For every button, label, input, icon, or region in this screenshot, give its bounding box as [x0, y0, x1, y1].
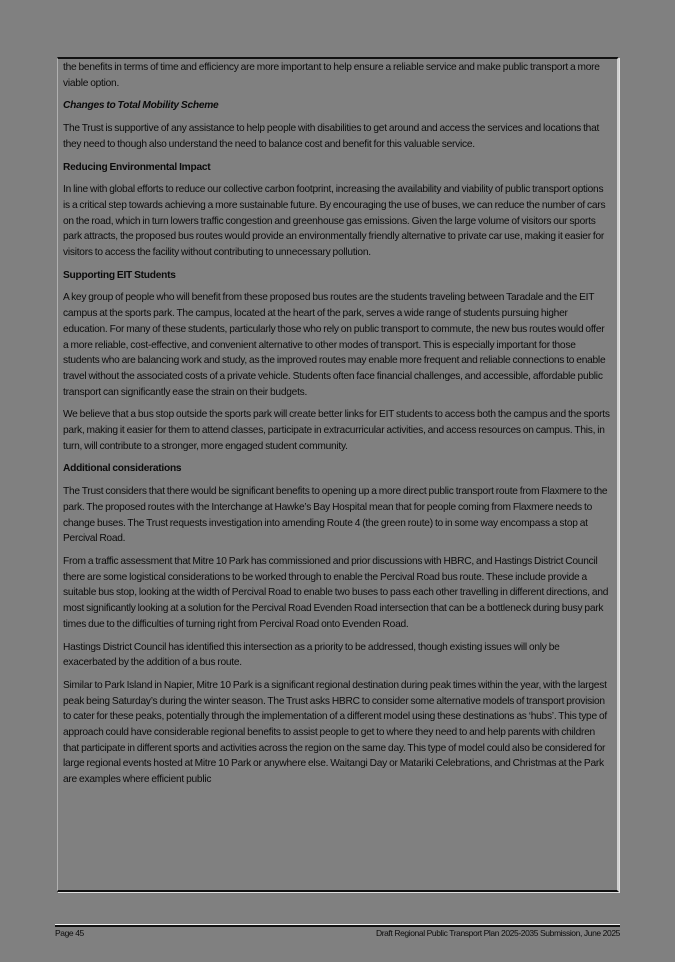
paragraph-total-mobility: The Trust is supportive of any assistance to help people with disabilities to get around and access the services and locations that they need to though also understand the need to balance cost and benefit for this valuable service.: [63, 123, 600, 150]
page-number: Page 45: [55, 928, 84, 938]
document-title: Draft Regional Public Transport Plan 2025-2035 Submission, June 2025: [375, 928, 620, 938]
paragraph-eit-students-1: A key group of people who will benefit from these proposed bus routes are the students traveling between Taradale and the EIT campus at the sports park. The campus, located at the heart of the park, serves a wide range of students pursuing higher education. For many of these students, particularly those who rely on public transport to commute, the new bus routes would offer a more reliable, cost-effective, and convenient alternative to other modes of transport. This is especially important for those students who are balancing work and study, as the improved routes may enable more frequent and reliable connections to enable travel without the associated costs of a private vehicle. Students often face financial challenges, and accessible, affordable public transport can significantly ease the strain on their budgets.: [63, 292, 606, 398]
paragraph-regional-hubs: Similar to Park Island in Napier, Mitre 10 Park is a significant regional destination during peak times within the year, with the largest peak being Saturday’s during the winter season. The Trust asks HBRC to consider some alternative models of transport provision to cater for these peaks, potentially through the implementation of a different model using these destinations as ‘hubs’. This type of approach could have considerable regional benefits to assist people to get to where they need to and help parents with children that participate in different sports and activities across the region on the same day. This type of model could also be considered for large regional events hosted at Mitre 10 Park or anywhere else. Waitangi Day or Matariki Celebrations, and Christmas at the Park are examples where efficient public: [63, 679, 607, 786]
paragraph-flaxmere-route: The Trust considers that there would be significant benefits to opening up a more direct public transport route from Flaxmere to the park. The proposed routes with the Interchange at Hawke’s Bay Hospital mean that for people coming from Flaxmere needs to change buses. The Trust requests investigation into amending Route 4 (the green route) to in some way encompass a stop at Percival Road.: [63, 486, 608, 545]
heading-additional-considerations: Additional considerations: [63, 463, 182, 475]
paragraph-hdc-intersection: Hastings District Council has identified this intersection as a priority to be addressed, though existing issues will only be exacerbated by the addition of a bus route.: [63, 641, 560, 669]
heading-eit-students: Supporting EIT Students: [63, 269, 176, 281]
paragraph-traffic-assessment: From a traffic assessment that Mitre 10 Park has commissioned and prior discussions with HBRC, and Hastings District Council there are some logistical considerations to be worked through to enable the Percival Road bus route. These include provide a suitable bus stop, looking at the width of Percival Road to enable two buses to pass each other travelling in different directions, and most significantly looking at a solution for the Percival Road Evenden Road intersection that can be a bottleneck during busy park times due to the difficulties of turning right from Percival Road onto Evenden Road.: [63, 555, 609, 630]
heading-environmental-impact: Reducing Environmental Impact: [63, 161, 211, 173]
paragraph-eit-students-2: We believe that a bus stop outside the sports park will create better links for EIT students to access both the campus and the sports park, making it easier for them to attend classes, participate in extracurricular activities, and access resources on campus. This, in turn, will contribute to a stronger, more engaged student community.: [63, 409, 610, 452]
paragraph-environmental-impact: In line with global efforts to reduce our collective carbon footprint, increasing the availability and viability of public transport options is a critical step towards achieving a more sustainable future. By encouraging the use of buses, we can reduce the number of cars on the road, which in turn lowers traffic congestion and greenhouse gas emissions. Given the large volume of visitors our sports park attracts, the proposed bus routes would provide an environmentally friendly alternative to private car use, making it easier for visitors to access the facility without contributing to unnecessary pollution.: [63, 184, 606, 259]
page-footer: [55, 928, 620, 938]
footer-divider: [55, 924, 620, 927]
paragraph-intro-continuation: the benefits in terms of time and efficiency are more important to help ensure a reliable service and make public transport a more viable option.: [63, 62, 600, 89]
heading-total-mobility: Changes to Total Mobility Scheme: [63, 100, 219, 112]
document-body: [58, 59, 617, 788]
submission-text-box: [57, 57, 619, 892]
